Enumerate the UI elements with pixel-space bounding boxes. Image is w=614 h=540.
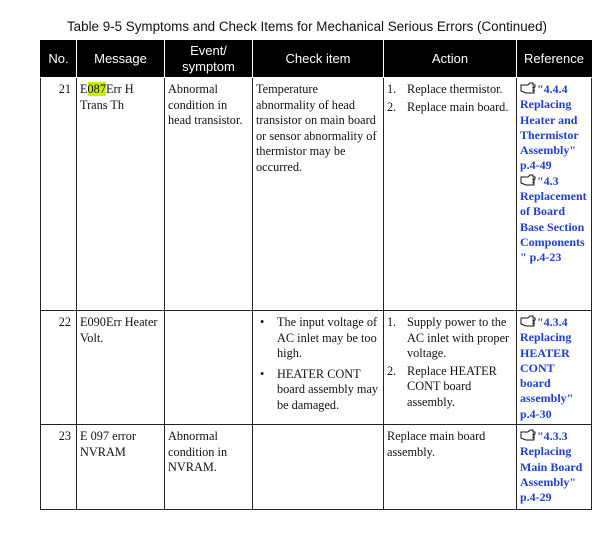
header-event: Event/ symptom	[165, 41, 253, 78]
table-header-row	[41, 41, 592, 78]
action-step: 1. Replace thermistor.	[387, 82, 503, 96]
action-step: 2. Replace HEATER CONT board assembly.	[387, 363, 497, 409]
table-caption: Table 9-5 Symptoms and Check Items for Mechanical Serious Errors (Continued)	[66, 19, 548, 34]
error-message: E 097 error NVRAM	[77, 425, 165, 510]
action-step: 1. Supply power to the AC inlet with proper voltage.	[387, 315, 510, 361]
table-row	[41, 311, 592, 425]
reference-link[interactable]: "4.3.4 Replacing HEATER CONT board assembly" p.4-30	[520, 315, 574, 421]
row-number: 23	[41, 425, 77, 510]
symptoms-table	[40, 40, 592, 510]
reference-link[interactable]: "4.3 Replacement of Board Base Section Components " p.4-23	[520, 173, 587, 265]
error-message: E087Err H Trans Th	[77, 78, 165, 311]
header-no: No.	[41, 41, 77, 78]
table-row	[41, 78, 592, 311]
reference-hand-icon	[520, 82, 536, 94]
check-item: Temperature abnormality of head transistor on main board or sensor abnormality of thermistor may be occurred.	[253, 78, 384, 311]
reference-link[interactable]: "4.4.4 Replacing Heater and Thermistor Assembly" p.4-49	[520, 82, 579, 173]
action-step: 2. Replace main board.	[387, 99, 509, 114]
reference-cell	[517, 311, 592, 425]
reference-cell	[517, 78, 592, 311]
check-bullet: • The input voltage of AC inlet may be too high.	[260, 315, 378, 361]
event-symptom	[165, 311, 253, 425]
reference-hand-icon	[520, 429, 536, 441]
table-row	[41, 425, 592, 510]
action-cell	[384, 311, 517, 425]
event-symptom: Abnormal condition in head transistor.	[165, 78, 253, 311]
header-message: Message	[77, 41, 165, 78]
reference-link[interactable]: "4.3.3 Replacing Main Board Assembly" p.4-29	[520, 429, 583, 505]
check-item	[253, 425, 384, 510]
reference-cell	[517, 425, 592, 510]
action-cell	[384, 78, 517, 311]
action-cell: Replace main board assembly.	[384, 425, 517, 510]
row-number: 21	[41, 78, 77, 311]
header-check-item: Check item	[253, 41, 384, 78]
header-action: Action	[384, 41, 517, 78]
highlighted-code: 087	[87, 82, 106, 96]
row-number: 22	[41, 311, 77, 425]
header-reference: Reference	[517, 41, 592, 78]
reference-hand-icon	[520, 174, 536, 186]
error-message: E090Err Heater Volt.	[77, 311, 165, 425]
check-bullet: • HEATER CONT board assembly may be damaged.	[260, 366, 379, 412]
check-item	[253, 311, 384, 425]
event-symptom: Abnormal condition in NVRAM.	[165, 425, 253, 510]
reference-hand-icon	[520, 315, 536, 327]
